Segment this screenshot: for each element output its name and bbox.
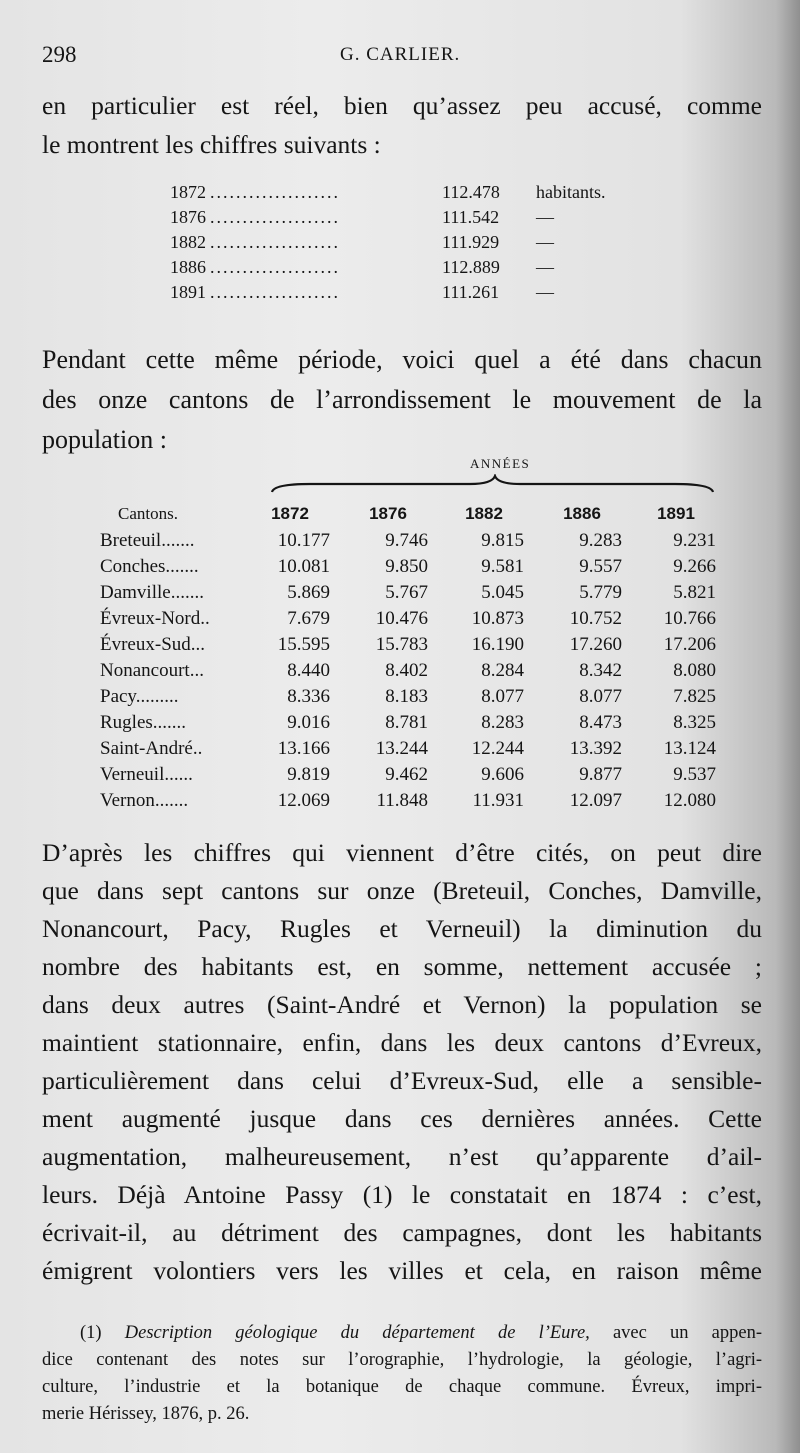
- canton-name: Rugles.......: [100, 712, 187, 733]
- leader-dots: ....................: [210, 182, 340, 202]
- footnote-line: merie Hérissey, 1876, p. 26.: [42, 1404, 250, 1424]
- text-line: dans deux autres (Saint-André et Vernon) la population se: [42, 990, 762, 1019]
- column-header-year: 1886: [563, 504, 601, 523]
- canton-name: Conches.......: [100, 556, 199, 577]
- unit: habitants.: [536, 182, 606, 202]
- text-line: population :: [42, 425, 167, 454]
- table-cell: 17.206: [663, 634, 716, 655]
- canton-name: Damville.......: [100, 582, 204, 603]
- canton-name: Verneuil......: [100, 764, 193, 785]
- text-line: nombre des habitants est, en somme, nettement accusée ;: [42, 952, 762, 981]
- text-line: que dans sept cantons sur onze (Breteuil, Conches, Damville,: [42, 876, 762, 905]
- text-line: ment augmenté jusque dans ces dernières années. Cette: [42, 1104, 762, 1133]
- paragraph-analysis: [42, 834, 762, 1290]
- table-cell: 8.283: [481, 712, 524, 733]
- text-line: des onze cantons de l’arrondissement le mouvement de la: [42, 385, 762, 414]
- table-cell: 9.877: [579, 764, 622, 785]
- canton-name: Saint-André..: [100, 738, 203, 759]
- table-cell: 9.266: [673, 556, 716, 577]
- running-title: G. CARLIER.: [340, 44, 461, 65]
- year: 1872: [170, 182, 206, 202]
- table-cell: 9.462: [385, 764, 428, 785]
- text-line: écrivait-il, au détriment des campagnes, dont les habitants: [42, 1218, 762, 1247]
- population-value: 112.478: [442, 182, 500, 202]
- unit: —: [536, 207, 554, 227]
- table-cell: 7.679: [287, 608, 330, 629]
- table-cell: 9.016: [287, 712, 330, 733]
- table-cell: 9.231: [673, 530, 716, 551]
- table-cell: 13.244: [375, 738, 428, 759]
- leader-dots: ....................: [210, 232, 340, 252]
- table-cell: 10.177: [277, 530, 330, 551]
- table-cell: 9.815: [481, 530, 524, 551]
- year: 1876: [170, 207, 206, 227]
- table-cell: 13.124: [663, 738, 716, 759]
- text-line: particulièrement dans celui d’Evreux-Sud, elle a sensible-: [42, 1066, 762, 1095]
- text-line: le montrent les chiffres suivants :: [42, 130, 381, 159]
- table-cell: 9.819: [287, 764, 330, 785]
- unit: —: [536, 282, 554, 302]
- footnote-marker: (1): [80, 1323, 102, 1343]
- canton-name: Vernon.......: [100, 790, 189, 811]
- unit: —: [536, 257, 554, 277]
- years-group-header: ANNÉES: [470, 456, 531, 471]
- table-cell: 13.166: [277, 738, 330, 759]
- table-cell: 5.767: [385, 582, 428, 603]
- page-header: [42, 40, 762, 76]
- table-cell: 8.473: [579, 712, 622, 733]
- text-line: augmentation, malheureusement, n’est qu’apparente d’ail-: [42, 1142, 762, 1171]
- table-cell: 8.077: [579, 686, 622, 707]
- brace-icon: [270, 474, 715, 496]
- table-cell: 9.850: [385, 556, 428, 577]
- table-cell: 12.080: [663, 790, 716, 811]
- table-cell: 12.097: [569, 790, 622, 811]
- column-header-year: 1872: [271, 504, 309, 523]
- table-cell: 8.402: [385, 660, 428, 681]
- table-cell: 8.325: [673, 712, 716, 733]
- table-cell: 12.069: [277, 790, 330, 811]
- text-line: émigrent volontiers vers les villes et cela, en raison même: [42, 1256, 762, 1285]
- table-cell: 15.783: [375, 634, 428, 655]
- canton-name: Nonancourt...: [100, 660, 204, 681]
- table-cell: 5.779: [579, 582, 622, 603]
- table-cell: 11.931: [472, 790, 524, 811]
- table-cell: 7.825: [673, 686, 716, 707]
- canton-name: Évreux-Nord..: [100, 608, 210, 629]
- table-cell: 8.080: [673, 660, 716, 681]
- table-cell: 10.476: [375, 608, 428, 629]
- year: 1886: [170, 257, 206, 277]
- year: 1882: [170, 232, 206, 252]
- table-cell: 8.781: [385, 712, 428, 733]
- text-line: en particulier est réel, bien qu’assez peu accusé, comme: [42, 91, 762, 120]
- column-header-year: 1891: [657, 504, 695, 523]
- canton-name: Breteuil.......: [100, 530, 195, 551]
- text-line: D’après les chiffres qui viennent d’être cités, on peut dire: [42, 838, 762, 867]
- table-cell: 9.581: [481, 556, 524, 577]
- text-line: maintient stationnaire, enfin, dans les deux cantons d’Evreux,: [42, 1028, 762, 1057]
- column-header-year: 1876: [369, 504, 407, 523]
- footnote-line: culture, l’industrie et la botanique de chaque commune. Évreux, impri-: [42, 1377, 762, 1397]
- table-cell: 9.537: [673, 764, 716, 785]
- leader-dots: ....................: [210, 282, 340, 302]
- leader-dots: ....................: [210, 207, 340, 227]
- table-cell: 10.752: [569, 608, 622, 629]
- table-cell: 8.284: [481, 660, 524, 681]
- table-cell: 8.336: [287, 686, 330, 707]
- table-cell: 5.045: [481, 582, 524, 603]
- population-value: 111.929: [442, 232, 500, 252]
- table-cell: 10.766: [663, 608, 716, 629]
- footnote-text: avec un appen-: [589, 1323, 763, 1343]
- paragraph-intro: [42, 86, 762, 164]
- table-cell: 8.342: [579, 660, 622, 681]
- table-cell: 8.183: [385, 686, 428, 707]
- text-line: Pendant cette même période, voici quel a été dans chacun: [42, 345, 762, 374]
- table-cell: 16.190: [471, 634, 524, 655]
- table-cell: 9.606: [481, 764, 524, 785]
- table-cell: 9.557: [579, 556, 622, 577]
- footnote-line: [42, 1320, 762, 1347]
- population-value: 111.542: [442, 207, 500, 227]
- year: 1891: [170, 282, 206, 302]
- table-cell: 5.869: [287, 582, 330, 603]
- canton-name: Pacy.........: [100, 686, 179, 707]
- table-cell: 5.821: [673, 582, 716, 603]
- page-number: 298: [42, 42, 77, 67]
- table-cell: 12.244: [471, 738, 524, 759]
- table-cell: 15.595: [277, 634, 330, 655]
- table-cell: 8.440: [287, 660, 330, 681]
- population-value: 111.261: [442, 282, 500, 302]
- footnote-title: Description géologique du département de l’Eure,: [124, 1323, 590, 1343]
- column-header-cantons: Cantons.: [118, 504, 178, 523]
- footnote: [42, 1320, 762, 1428]
- leader-dots: ....................: [210, 257, 340, 277]
- table-cell: 9.746: [385, 530, 428, 551]
- table-cell: 10.873: [471, 608, 524, 629]
- table-cell: 11.848: [376, 790, 428, 811]
- text-line: leurs. Déjà Antoine Passy (1) le constatait en 1874 : c’est,: [42, 1180, 762, 1209]
- table-cell: 17.260: [569, 634, 622, 655]
- column-header-year: 1882: [465, 504, 503, 523]
- text-line: Nonancourt, Pacy, Rugles et Verneuil) la diminution du: [42, 914, 762, 943]
- footnote-line: dice contenant des notes sur l’orographie, l’hydrologie, la géologie, l’agri-: [42, 1350, 762, 1370]
- table-cell: 10.081: [277, 556, 330, 577]
- population-value: 112.889: [442, 257, 500, 277]
- table-cell: 13.392: [569, 738, 622, 759]
- paragraph-cantons-intro: [42, 340, 762, 460]
- table-cell: 8.077: [481, 686, 524, 707]
- unit: —: [536, 232, 554, 252]
- canton-name: Évreux-Sud...: [100, 634, 206, 655]
- table-cell: 9.283: [579, 530, 622, 551]
